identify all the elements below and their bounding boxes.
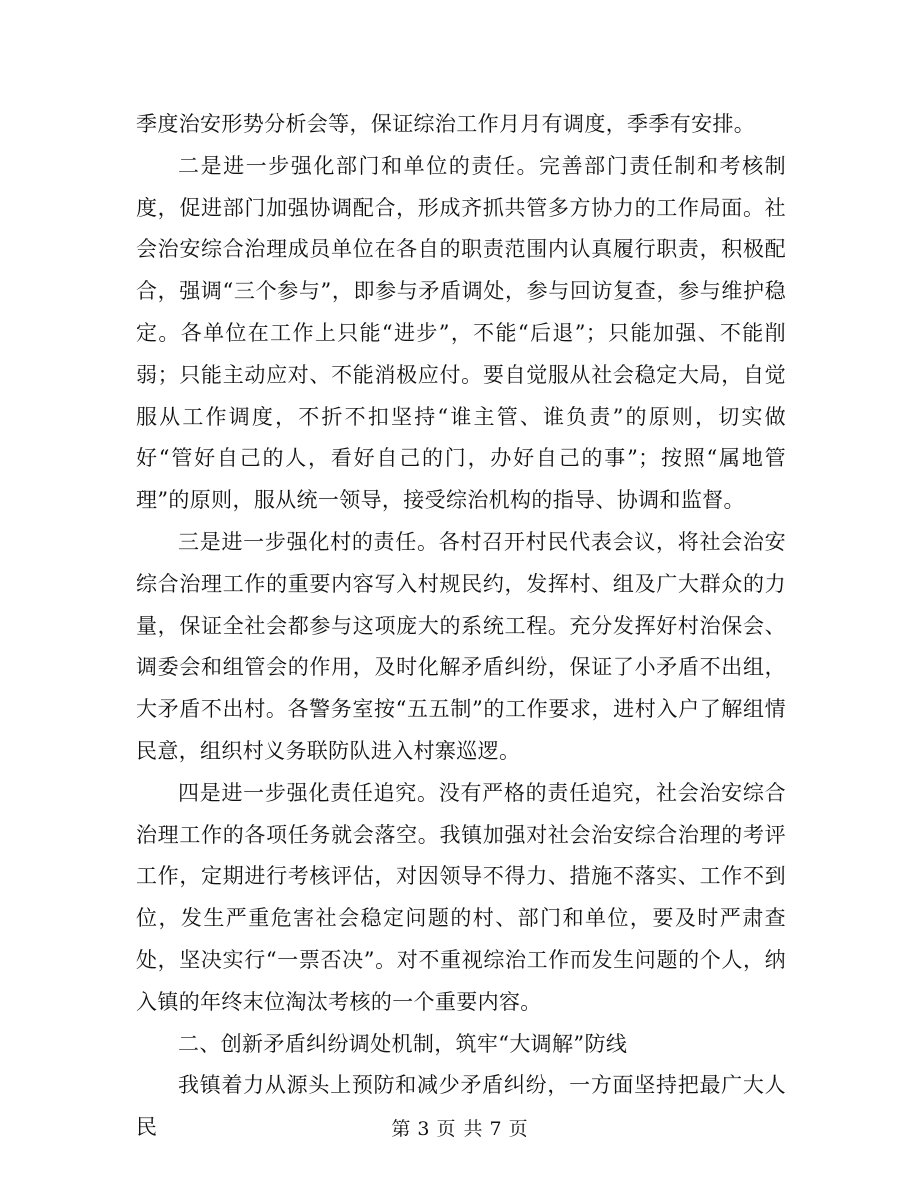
section-heading-mediation: 二、创新矛盾纠纷调处机制，筑牢“大调解”防线	[178, 1031, 628, 1056]
paragraph-mediation-intro: 我镇着力从源头上预防和减少矛盾纠纷，一方面坚持把最广大人民	[136, 1073, 786, 1140]
document-body	[136, 104, 786, 1149]
footer-suffix: 页	[508, 1118, 529, 1140]
footer-middle: 页 共	[436, 1118, 484, 1140]
paragraph-village-responsibility: 三是进一步强化村的责任。各村召开村民代表会议，将社会治安综合治理工作的重要内容写入村规民约，发挥村、组及广大群众的力量，保证全社会都参与这项庞大的系统工程。充分发挥好村治保会、调委会和组管会的作用，及时化解矛盾纠纷，保证了小矛盾不出组，大矛盾不出村。各警务室按“五五制”的工作要求，进村入户了解组情民意，组织村义务联防队进入村寨巡逻。	[136, 529, 786, 763]
footer-total-pages: 7	[489, 1118, 503, 1140]
paragraph-continuation: 季度治安形势分析会等，保证综治工作月月有调度，季季有安排。	[136, 112, 756, 136]
footer-current-page: 3	[417, 1118, 431, 1140]
paragraph-department-responsibility: 二是进一步强化部门和单位的责任。完善部门责任制和考核制度，促进部门加强协调配合，形成齐抓共管多方协力的工作局面。社会治安综合治理成员单位在各自的职责范围内认真履行职责，积极配合，强调“三个参与”，即参与矛盾调处，参与回访复查，参与维护稳定。各单位在工作上只能“进步”，不能“后退”；只能加强、不能削弱；只能主动应对、不能消极应付。要自觉服从社会稳定大局，自觉服从工作调度，不折不扣坚持“谁主管、谁负责”的原则，切实做好“管好自己的人，看好自己的门，办好自己的事”；按照“属地管理”的原则，服从统一领导，接受综治机构的指导、协调和监督。	[136, 153, 786, 513]
paragraph-accountability: 四是进一步强化责任追究。没有严格的责任追究，社会治安综合治理工作的各项任务就会落空。我镇加强对社会治安综合治理的考评工作，定期进行考核评估，对因领导不得力、措施不落实、工作不到位，发生严重危害社会稳定问题的村、部门和单位，要及时严肃查处，坚决实行“一票否决”。对不重视综治工作而发生问题的个人，纳入镇的年终末位淘汰考核的一个重要内容。	[136, 780, 786, 1014]
page-footer	[0, 1117, 920, 1141]
footer-prefix: 第	[391, 1118, 412, 1140]
